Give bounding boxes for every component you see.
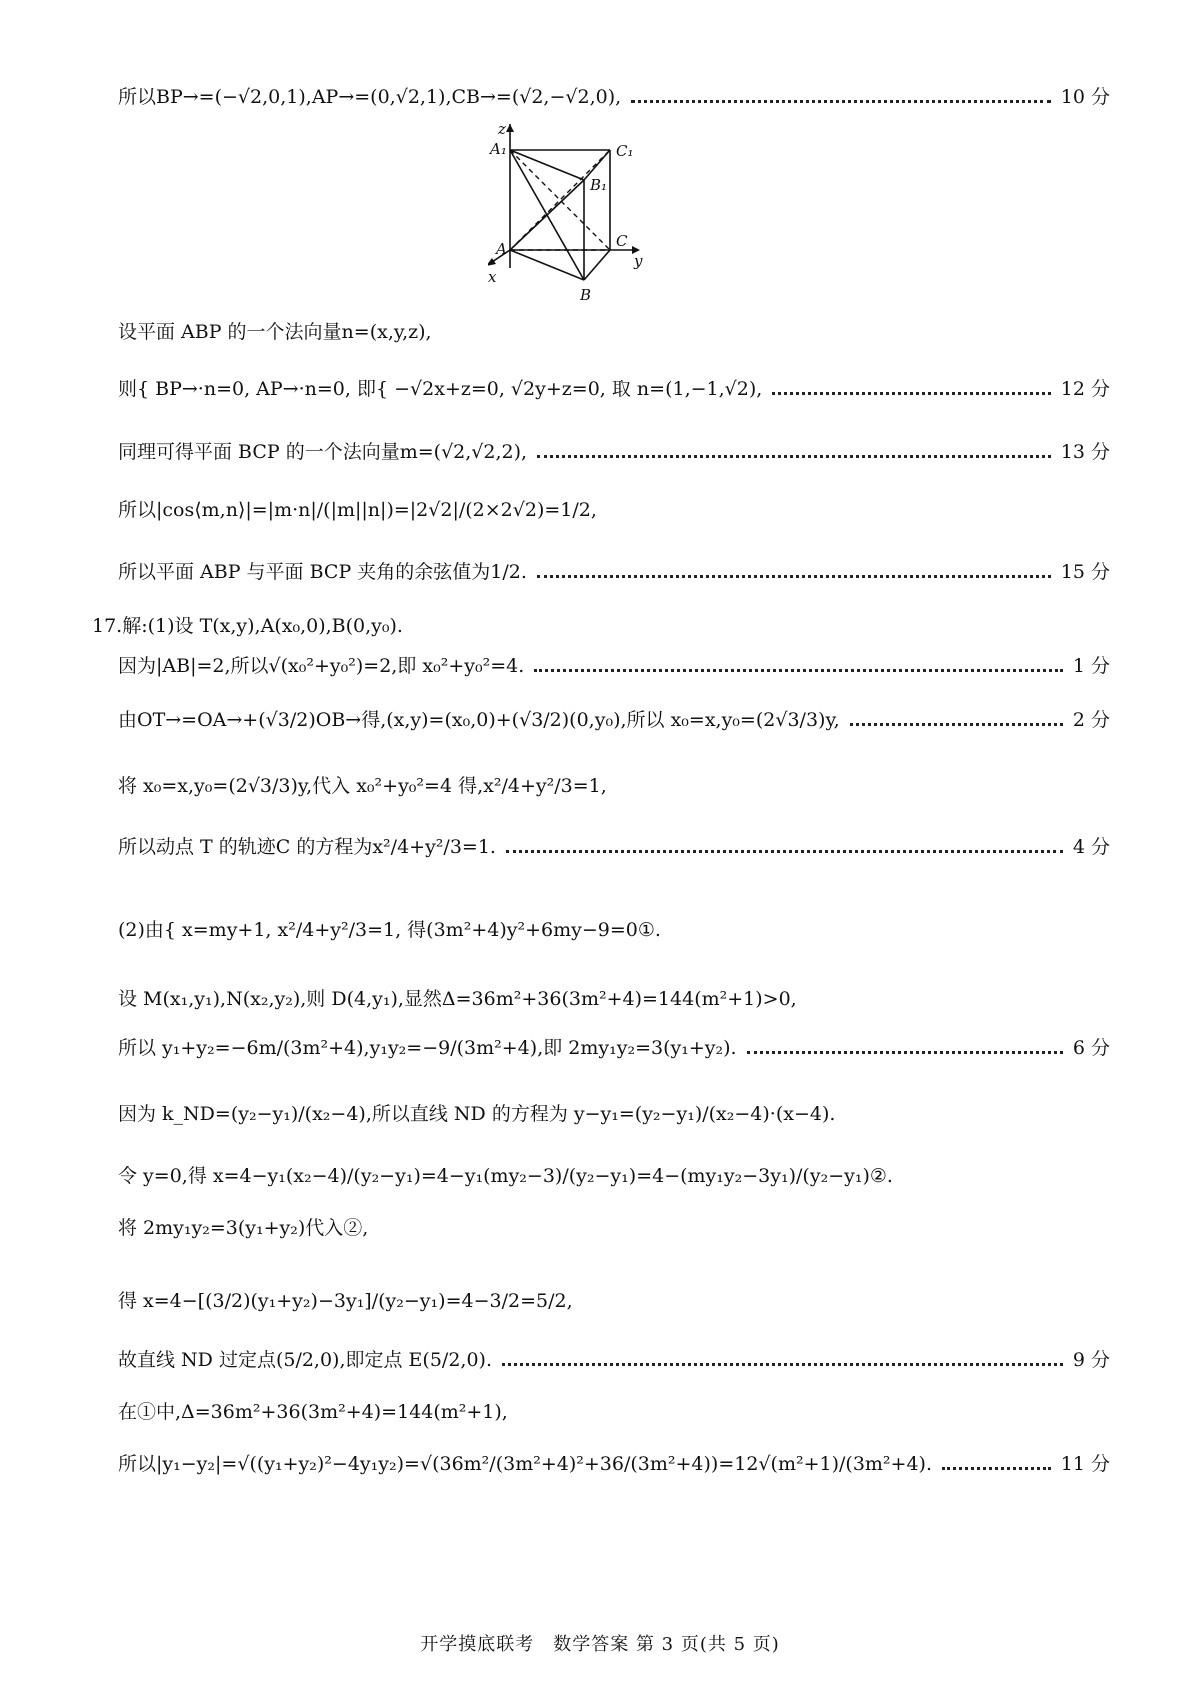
line-text: 令 y=0,得 x=4−y₁(x₂−4)/(y₂−y₁)=4−y₁(my₂−3)/(y₂−y₁)=4−(my₁y₂−3y₁)/(y₂−y₁)②. — [118, 1165, 893, 1187]
leader-dots — [537, 575, 1051, 578]
score-label: 2 分 — [1072, 709, 1110, 731]
line-text: 同理可得平面 BCP 的一个法向量m=(√2,√2,2), — [118, 441, 528, 463]
label-A1: A₁ — [490, 140, 507, 158]
line-trajectory — [118, 833, 1110, 861]
line-x-intercept — [118, 1162, 1110, 1190]
line-vector-relation — [118, 706, 1110, 734]
score-label: 15 分 — [1060, 561, 1110, 583]
line-substitution — [118, 772, 1110, 800]
score-label: 9 分 — [1072, 1349, 1110, 1371]
score-label: 13 分 — [1060, 441, 1110, 463]
leader-dots — [850, 723, 1063, 726]
leader-dots — [502, 1363, 1063, 1366]
line-text: 17.解:(1)设 T(x,y),A(x₀,0),B(0,y₀). — [92, 615, 403, 637]
line-text: 所以BP→=(−√2,0,1),AP→=(0,√2,1),CB→=(√2,−√2,0), — [118, 86, 622, 108]
label-C1: C₁ — [616, 142, 634, 160]
line-points-md — [118, 985, 1110, 1013]
line-text: 由OT→=OA→+(√3/2)OB→得,(x,y)=(x₀,0)+(√3/2)(0,y₀),所以 x₀=x,y₀=(2√3/3)y, — [118, 709, 840, 731]
label-y: y — [634, 252, 643, 270]
line-conclusion-16 — [118, 558, 1110, 586]
line-vectors — [118, 83, 1110, 111]
line-substitute-2 — [118, 1214, 1110, 1242]
line-normal-def — [118, 318, 1110, 346]
line-text: 所以平面 ABP 与平面 BCP 夹角的余弦值为1/2. — [118, 561, 527, 583]
line-text: 将 2my₁y₂=3(y₁+y₂)代入②, — [118, 1217, 369, 1239]
line-text: 设平面 ABP 的一个法向量n=(x,y,z), — [118, 321, 432, 343]
line-text: 则{ BP→·n=0, AP→·n=0, 即{ −√2x+z=0, √2y+z=0, 取 n=(1,−1,√2), — [118, 378, 763, 400]
leader-dots — [631, 100, 1051, 103]
line-x-value — [118, 1287, 1110, 1315]
score-label: 1 分 — [1072, 655, 1110, 677]
score-label: 12 分 — [1060, 378, 1110, 400]
line-abs-difference — [118, 1450, 1110, 1478]
score-label: 6 分 — [1072, 1037, 1110, 1059]
question-17-heading — [92, 612, 1110, 640]
line-text: 因为|AB|=2,所以√(x₀²+y₀²)=2,即 x₀²+y₀²=4. — [118, 655, 525, 677]
label-A: A — [496, 240, 507, 258]
label-B1: B₁ — [590, 176, 608, 194]
score-label: 4 分 — [1072, 836, 1110, 858]
leader-dots — [506, 850, 1063, 853]
label-C: C — [616, 232, 628, 250]
label-z: z — [498, 124, 506, 138]
line-text: 故直线 ND 过定点(5/2,0),即定点 E(5/2,0). — [118, 1349, 492, 1371]
line-system-2 — [118, 916, 1110, 944]
line-text: 在①中,Δ=36m²+36(3m²+4)=144(m²+1), — [118, 1401, 508, 1423]
line-ab-length — [118, 652, 1110, 680]
label-B: B — [580, 286, 592, 304]
line-text: 得 x=4−[(3/2)(y₁+y₂)−3y₁]/(y₂−y₁)=4−3/2=5/2, — [118, 1290, 573, 1312]
score-label: 11 分 — [1060, 1453, 1110, 1475]
line-text: 所以 y₁+y₂=−6m/(3m²+4),y₁y₂=−9/(3m²+4),即 2my₁y₂=3(y₁+y₂). — [118, 1037, 737, 1059]
leader-dots — [942, 1467, 1051, 1470]
leader-dots — [534, 669, 1063, 672]
line-discriminant — [118, 1398, 1110, 1426]
prism-figure — [488, 124, 714, 320]
leader-dots — [772, 392, 1050, 395]
line-text: 因为 k_ND=(y₂−y₁)/(x₂−4),所以直线 ND 的方程为 y−y₁=(y₂−y₁)/(x₂−4)·(x−4). — [118, 1103, 836, 1125]
line-text: 所以动点 T 的轨迹C 的方程为x²/4+y²/3=1. — [118, 836, 496, 858]
score-label: 10 分 — [1060, 86, 1110, 108]
leader-dots — [747, 1051, 1063, 1054]
page-footer: 开学摸底联考 数学答案 第 3 页(共 5 页) — [420, 1634, 780, 1655]
line-vieta — [118, 1034, 1110, 1062]
line-fixed-point — [118, 1346, 1110, 1374]
line-normal-system — [118, 375, 1110, 403]
line-cosine — [118, 496, 1110, 524]
leader-dots — [537, 455, 1051, 458]
line-normal-m — [118, 438, 1110, 466]
line-text: 所以|y₁−y₂|=√((y₁+y₂)²−4y₁y₂)=√(36m²/(3m²+4)²+36/(3m²+4))=12√(m²+1)/(3m²+4). — [118, 1453, 933, 1475]
line-text: (2)由{ x=my+1, x²/4+y²/3=1, 得(3m²+4)y²+6my−9=0①. — [118, 919, 661, 941]
line-text: 所以|cos⟨m,n⟩|=|m·n|/(|m||n|)=|2√2|/(2×2√2)=1/2, — [118, 499, 597, 521]
label-x: x — [488, 268, 497, 286]
line-text: 将 x₀=x,y₀=(2√3/3)y,代入 x₀²+y₀²=4 得,x²/4+y²/3=1, — [118, 775, 607, 797]
line-slope-nd — [118, 1100, 1110, 1128]
line-text: 设 M(x₁,y₁),N(x₂,y₂),则 D(4,y₁),显然Δ=36m²+36(3m²+4)=144(m²+1)>0, — [118, 988, 797, 1010]
